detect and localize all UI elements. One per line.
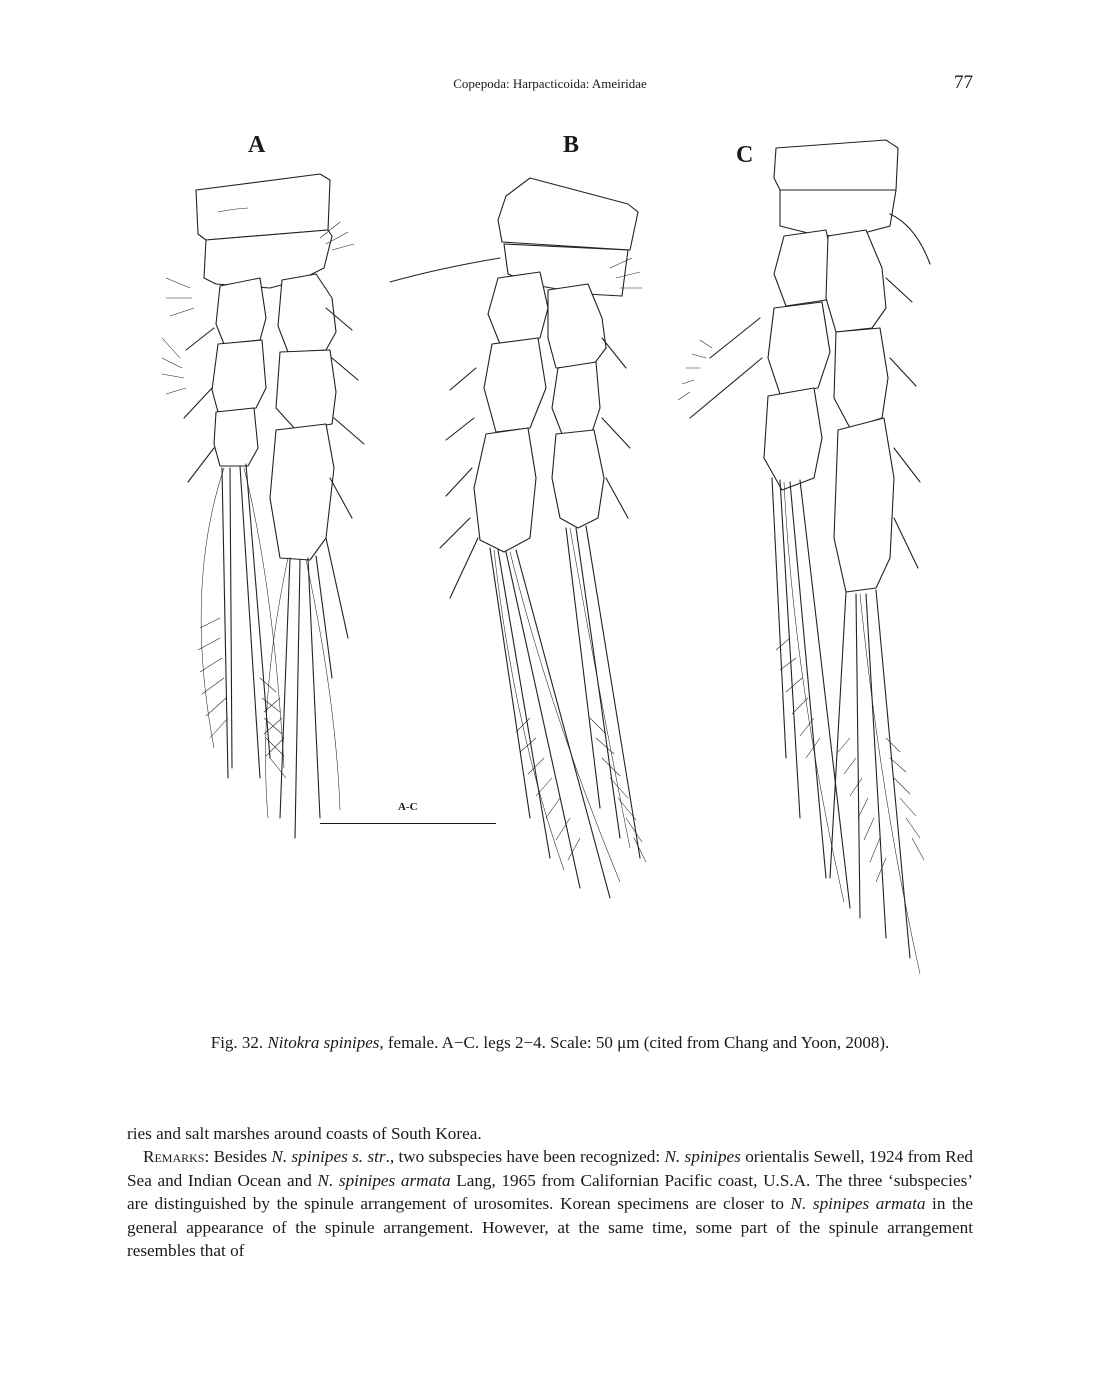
remarks-text-d: Lang, 1965 from Californian Pacific coast, U.S.A. The three ‘subspecies’ are distinguished by the spinule arrangement of urosomites. Korean specimens are closer to (127, 1170, 974, 1214)
figure-32 (120, 118, 980, 998)
remarks-italic-1: N. spinipes s. str (271, 1147, 386, 1167)
leg-drawing-c (678, 140, 930, 974)
figure-caption (0, 1033, 1100, 1053)
panel-label-b: B (563, 132, 580, 158)
leg-drawings (120, 118, 980, 998)
remarks-italic-2: N. spinipes (664, 1147, 741, 1167)
remarks-text-b: ., two subspecies have been recognized: (385, 1147, 665, 1167)
panel-label-a: A (248, 132, 266, 158)
scale-bar (320, 823, 496, 824)
leg-drawing-a (162, 174, 364, 838)
page-number: 77 (954, 72, 973, 93)
paragraph-remarks (127, 1145, 973, 1262)
caption-prefix: Fig. 32. (210, 1033, 264, 1052)
remarks-text-a: : Besides (204, 1147, 272, 1167)
paragraph-continuation: ries and salt marshes around coasts of South Korea. (127, 1124, 482, 1143)
remarks-heading: Remarks (143, 1147, 205, 1167)
scale-bar-label: A-C (398, 801, 418, 813)
remarks-italic-3: N. spinipes armata (317, 1170, 451, 1190)
body-text (127, 1122, 973, 1262)
remarks-text-c: orientalis Sewell, 1924 from Red Sea and Indian Ocean and (127, 1147, 973, 1190)
panel-label-c: C (736, 142, 754, 168)
caption-species: Nitokra spinipes (267, 1033, 380, 1052)
remarks-italic-4: N. spinipes armata (790, 1194, 926, 1214)
remarks-text-e: in the general appearance of the spinule arrangement. However, at the same time, some part of the spinule arrangement resembles that of (127, 1194, 973, 1261)
leg-drawing-b (390, 178, 646, 898)
running-title: Copepoda: Harpacticoida: Ameiridae (453, 76, 647, 91)
caption-text: , female. A−C. legs 2−4. Scale: 50 μm (cited from Chang and Yoon, 2008). (379, 1033, 890, 1052)
